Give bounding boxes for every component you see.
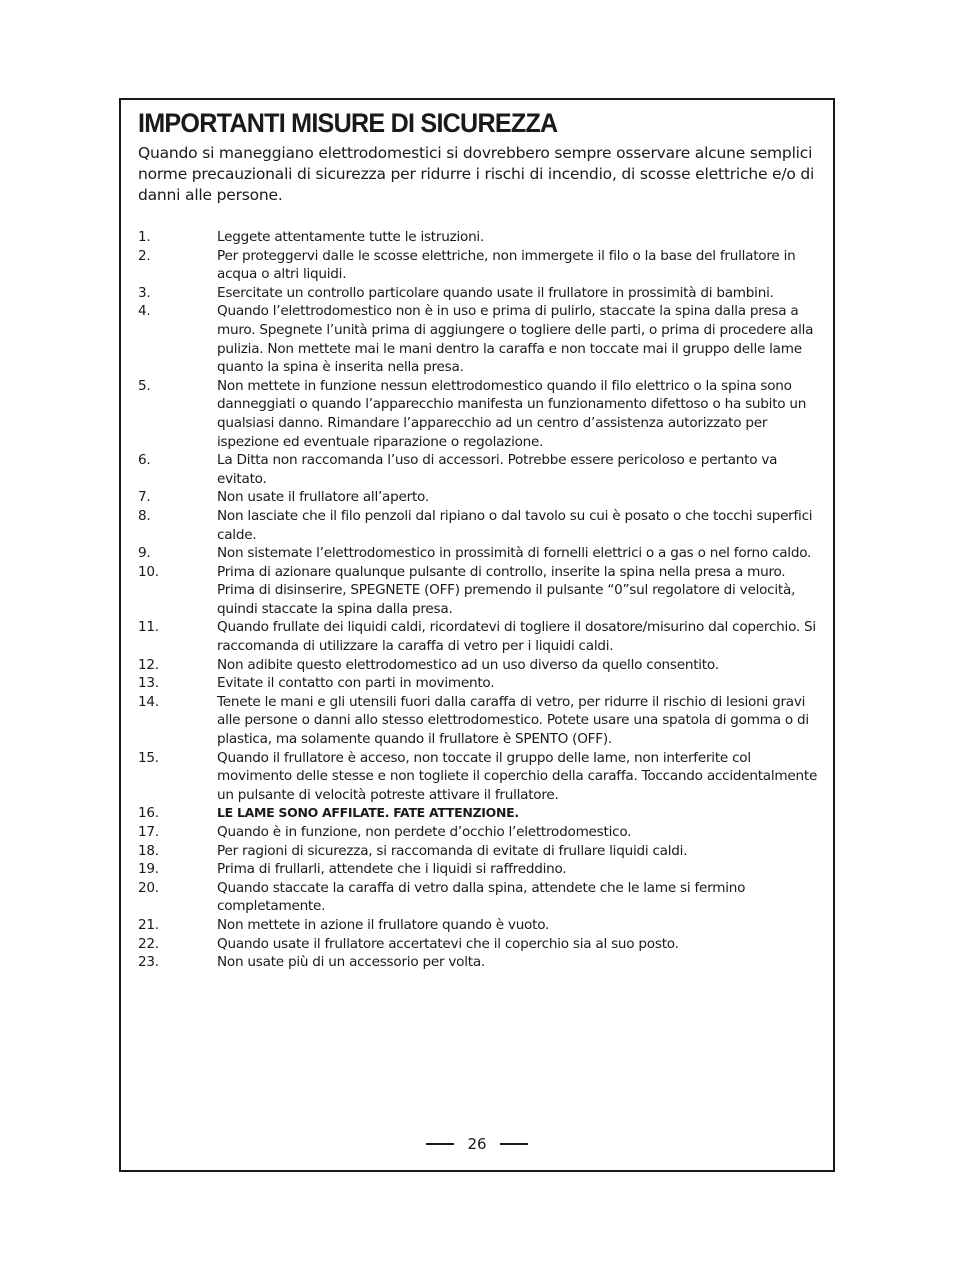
list-item xyxy=(138,563,818,619)
item-number: 21. xyxy=(138,916,159,933)
item-number: 20. xyxy=(138,879,159,896)
item-text: Leggete attentamente tutte le istruzioni. xyxy=(217,229,485,245)
item-text: Quando frullate dei liquidi caldi, ricordatevi di togliere il dosatore/misurino dal coperchio. Si raccomanda di utilizzare la caraffa di vetro per i liquidi caldi. xyxy=(217,619,816,655)
list-item xyxy=(138,247,818,284)
item-text: Per proteggervi dalle le scosse elettriche, non immergete il filo o la base del frullatore in acqua o altri liquidi. xyxy=(217,247,796,283)
item-number: 13. xyxy=(138,675,159,692)
item-text: Quando il frullatore è acceso, non toccate il gruppo delle lame, non interferite col movimento delle stesse e non togliete il coperchio della caraffa. Toccando accidentalmente un pulsante di velocità potreste attivare il frullatore. xyxy=(217,749,818,803)
item-text: Evitate il contatto con parti in movimento. xyxy=(217,675,495,692)
list-item xyxy=(138,507,818,544)
item-number: 4. xyxy=(138,303,151,320)
page-number: 26 xyxy=(467,1135,487,1153)
item-number: 7. xyxy=(138,489,151,506)
list-item xyxy=(138,674,818,693)
item-number: 15. xyxy=(138,749,159,766)
intro-paragraph: Quando si maneggiano elettrodomestici si dovrebbero sempre osservare alcune semplici norme precauzionali di sicurezza per ridurre i rischi di incendio, di scosse elettriche e/o di danni alle persone. xyxy=(138,144,815,204)
list-item xyxy=(138,823,818,842)
list-item xyxy=(138,879,818,916)
item-text: Quando usate il frullatore accertatevi che il coperchio sia al suo posto. xyxy=(217,935,679,952)
list-item xyxy=(138,860,818,879)
item-number: 18. xyxy=(138,842,159,859)
list-item xyxy=(138,693,818,749)
list-item xyxy=(138,284,818,303)
item-text: Non mettete in funzione nessun elettrodomestico quando il filo elettrico o la spina sono danneggiati o quando l’apparecchio manifesta un funzionamento difettoso o ha subito un qualsiasi danno. Rimandare l’apparecchio ad un centro d’assistenza autorizzato per ispezione ed eventuale riparazione o regolazione. xyxy=(217,377,807,450)
item-text: Prima di azionare qualunque pulsante di controllo, inserite la spina nella presa a muro. Prima di disinserire, SPEGNETE (OFF) premendo il pulsante “0”sul regolatore di velocità, quindi staccate la spina dalla presa. xyxy=(217,563,796,617)
footer-rule-left xyxy=(426,1143,454,1145)
list-item xyxy=(138,842,818,861)
list-item xyxy=(138,488,818,507)
item-text: Per ragioni di sicurezza, si raccomanda di evitate di frullare liquidi caldi. xyxy=(217,842,688,859)
item-text: La Ditta non raccomanda l’uso di accessori. Potrebbe essere pericoloso e pertanto va evitato. xyxy=(217,452,778,487)
item-number: 5. xyxy=(138,377,151,394)
item-number: 9. xyxy=(138,545,151,562)
item-number: 22. xyxy=(138,935,159,952)
item-text: Esercitate un controllo particolare quando usate il frullatore in prossimità di bambini. xyxy=(217,284,774,301)
item-number: 10. xyxy=(138,563,159,580)
item-text: Non usate più di un accessorio per volta. xyxy=(217,954,485,971)
item-number: 3. xyxy=(138,284,151,301)
item-text: Prima di frullarli, attendete che i liquidi si raffreddino. xyxy=(217,861,567,878)
list-item xyxy=(138,228,818,247)
item-number: 1. xyxy=(138,229,151,245)
item-number: 17. xyxy=(138,824,159,840)
list-item xyxy=(138,749,818,805)
list-item xyxy=(138,916,818,935)
item-text: Non sistemate l’elettrodomestico in prossimità di fornelli elettrici o a gas o nel forno caldo. xyxy=(217,545,812,562)
list-item xyxy=(138,451,818,488)
item-number: 19. xyxy=(138,861,159,878)
item-text: Non usate il frullatore all’aperto. xyxy=(217,489,429,506)
footer-rule-right xyxy=(500,1143,528,1145)
list-item xyxy=(138,953,818,972)
safety-list xyxy=(138,228,818,972)
item-number: 12. xyxy=(138,656,159,673)
item-text: Non mettete in azione il frullatore quando è vuoto. xyxy=(217,916,550,933)
list-item xyxy=(138,804,818,823)
item-text: Non lasciate che il filo penzoli dal ripiano o dal tavolo su cui è posato o che tocchi superfici calde. xyxy=(217,507,813,543)
list-item xyxy=(138,377,818,451)
item-text: Tenete le mani e gli utensili fuori dalla caraffa di vetro, per ridurre il rischio di lesioni gravi alle persone o danni allo stesso elettrodomestico. Potete usare una spatola di gomma o di plastica, ma solamente quando il frullatore è SPENTO (OFF). xyxy=(217,693,809,748)
list-item xyxy=(138,618,818,655)
item-number: 2. xyxy=(138,247,151,264)
item-number: 8. xyxy=(138,507,151,524)
list-item xyxy=(138,544,818,563)
item-text: Quando l’elettrodomestico non è in uso e prima di pulirlo, staccate la spina dalla presa a muro. Spegnete l’unità prima di aggiungere o togliere delle parti, o prima di procedere alla pulizia. Non mettete mai le mani dentro la caraffa e non toccate mai il gruppo delle lame quanto la spina è inserita nella presa. xyxy=(217,303,814,376)
item-text: Quando è in funzione, non perdete d’occhio l’elettrodomestico. xyxy=(217,824,632,840)
item-number: 23. xyxy=(138,954,159,971)
document-frame xyxy=(119,98,835,1172)
page-title: IMPORTANTI MISURE DI SICUREZZA xyxy=(138,108,558,138)
item-text: Non adibite questo elettrodomestico ad un uso diverso da quello consentito. xyxy=(217,656,719,673)
page-footer xyxy=(121,1132,833,1156)
item-text: Quando staccate la caraffa di vetro dalla spina, attendete che le lame si fermino completamente. xyxy=(217,879,746,915)
list-item xyxy=(138,935,818,954)
item-number: 14. xyxy=(138,693,159,710)
list-item xyxy=(138,302,818,376)
item-number: 6. xyxy=(138,452,151,469)
item-number: 16. xyxy=(138,805,159,822)
list-item xyxy=(138,656,818,675)
item-text: LE LAME SONO AFFILATE. FATE ATTENZIONE. xyxy=(217,805,519,821)
item-number: 11. xyxy=(138,619,159,636)
